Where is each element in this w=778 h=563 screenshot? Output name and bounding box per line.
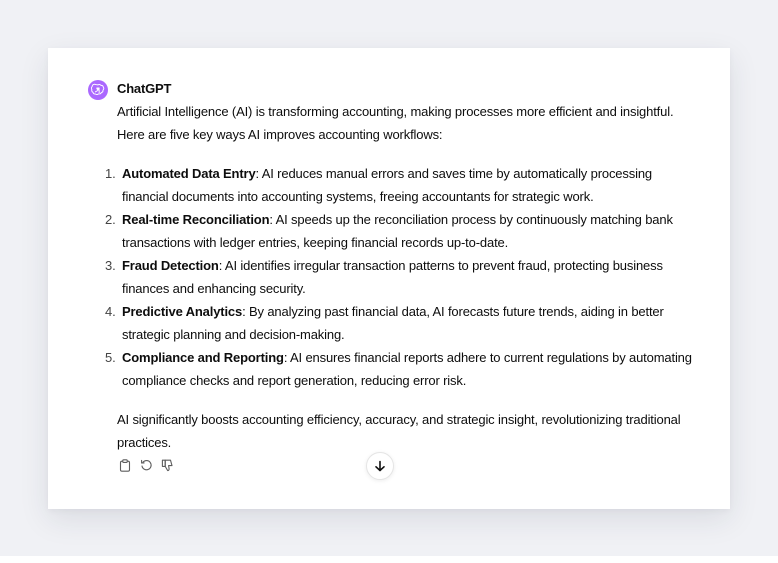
list-item	[105, 162, 697, 208]
list-item	[105, 300, 697, 346]
list-item	[105, 346, 697, 392]
list-item-number: 5.	[105, 350, 116, 365]
message-conclusion: AI significantly boosts accounting efficiency, accuracy, and strategic insight, revolutionizing traditional practices.	[117, 412, 681, 450]
dislike-button[interactable]	[160, 457, 174, 473]
list-item-title: Fraud Detection	[122, 258, 219, 273]
list-item-title: Real-time Reconciliation	[122, 212, 270, 227]
list-item	[105, 208, 697, 254]
list-item-text: : AI speeds up the reconciliation process by continuously matching bank transactions with ledger entries, keeping financial records up-to-date.	[122, 212, 673, 250]
openai-logo-icon	[88, 80, 108, 100]
list-item-text: : AI identifies irregular transaction patterns to prevent fraud, protecting business finances and enhancing security.	[122, 258, 663, 296]
message-actions	[118, 457, 174, 473]
thumbs-down-icon	[161, 459, 174, 472]
list-item-title: Automated Data Entry	[122, 166, 256, 181]
list-item	[105, 254, 697, 300]
list-item-text: : AI ensures financial reports adhere to current regulations by automating compliance checks and report generation, reducing error risk.	[122, 350, 692, 388]
list-item-title: Predictive Analytics	[122, 304, 243, 319]
message-content	[105, 100, 697, 454]
clipboard-icon	[119, 459, 131, 472]
regenerate-button[interactable]	[139, 457, 153, 473]
list-item-text: : AI reduces manual errors and saves time by automatically processing financial documents into accounting systems, freeing accountants for strategic work.	[122, 166, 652, 204]
message-sender: ChatGPT	[117, 81, 172, 96]
list-item-number: 3.	[105, 258, 116, 273]
list-item-text: : By analyzing past financial data, AI forecasts future trends, aiding in better strategic planning and decision-making.	[122, 304, 664, 342]
list-item-title: Compliance and Reporting	[122, 350, 284, 365]
list-item-number: 4.	[105, 304, 116, 319]
page-bottom-strip	[0, 556, 778, 563]
list-item-number: 1.	[105, 166, 116, 181]
key-ways-list	[105, 162, 697, 392]
chat-message-card	[48, 48, 730, 509]
regenerate-icon	[140, 459, 153, 472]
arrow-down-icon	[374, 460, 386, 472]
copy-button[interactable]	[118, 457, 132, 473]
message-intro: Artificial Intelligence (AI) is transforming accounting, making processes more efficient and insightful. Here are five key ways AI improves accounting workflows:	[117, 104, 674, 142]
scroll-to-bottom-button[interactable]	[366, 452, 394, 480]
list-item-number: 2.	[105, 212, 116, 227]
